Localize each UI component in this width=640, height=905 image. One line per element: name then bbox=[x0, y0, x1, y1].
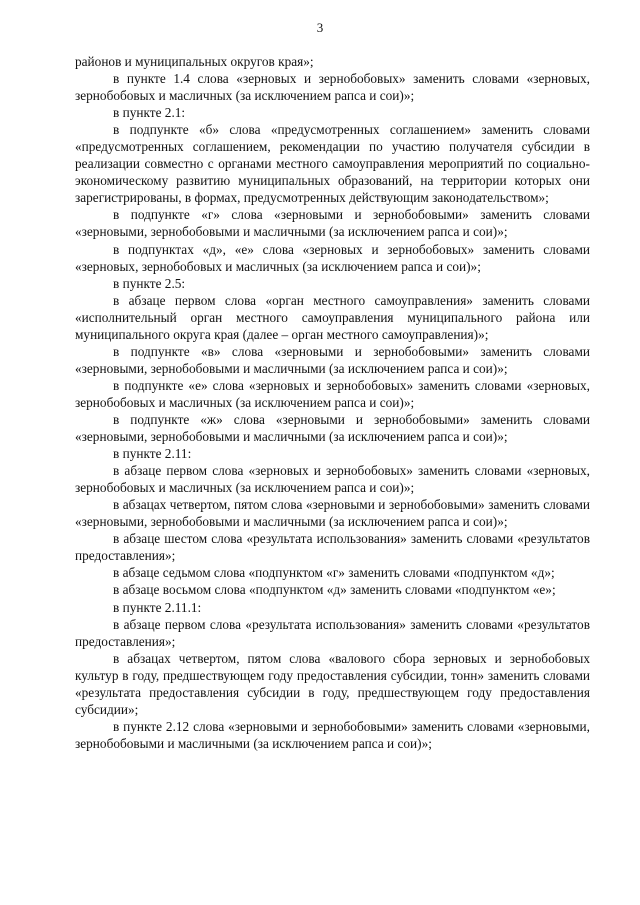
paragraph: в пункте 2.11.1: bbox=[113, 599, 202, 615]
paragraph: в пункте 2.5: bbox=[113, 275, 186, 291]
paragraph: в пункте 2.1: bbox=[113, 105, 186, 121]
document-body bbox=[75, 53, 590, 752]
paragraph: в абзаце первом слова «зерновых и зернобобовых» заменить словами «зерновых, зернобобовых и масличных (за исключением рапса и сои)»; bbox=[75, 463, 590, 496]
paragraph: в подпункте «ж» слова «зерновыми и зернобобовыми» заменить словами «зерновыми, зернобобовыми и масличными (за исключением рапса и сои)»; bbox=[75, 411, 590, 445]
paragraph: в пункте 1.4 слова «зерновых и зернобобовых» заменить словами «зерновых, зернобобовых и масличных (за исключением рапса и сои)»; bbox=[75, 71, 590, 104]
paragraph: в абзаце седьмом слова «подпунктом «г» заменить словами «подпунктом «д»; bbox=[113, 565, 555, 581]
paragraph: в абзаце первом слова «орган местного самоуправления» заменить словами «исполнительный орган местного самоуправления муниципального района или муниципального округа края (далее – орган местного самоуправления)»; bbox=[75, 292, 590, 342]
paragraph: в подпункте «е» слова «зерновых и зернобобовых» заменить словами «зерновых, зернобобовых и масличных (за исключением рапса и сои)»; bbox=[75, 377, 590, 410]
paragraph: районов и муниципальных округов края»; bbox=[75, 54, 314, 69]
paragraph: в пункте 2.11: bbox=[113, 446, 192, 462]
paragraph: в подпункте «г» слова «зерновыми и зернобобовыми» заменить словами «зерновыми, зернобобовыми и масличными (за исключением рапса и сои)»; bbox=[75, 207, 590, 240]
paragraph: в абзаце восьмом слова «подпунктом «д» заменить словами «подпунктом «е»; bbox=[113, 582, 556, 598]
paragraph: в абзацах четвертом, пятом слова «валового сбора зерновых и зернобобовых культур в году, предшествующем году предоставления субсидии, тонн» заменить словами «результата предоставления субсидии в году, предшествующем году предоставления субсидии»; bbox=[75, 650, 590, 717]
page-number: 3 bbox=[316, 20, 324, 35]
paragraph: в подпункте «в» слова «зерновыми и зернобобовыми» заменить словами «зерновыми, зернобобовыми и масличными (за исключением рапса и сои)»; bbox=[75, 343, 590, 376]
paragraph: в абзаце первом слова «результата использования» заменить словами «результатов предоставления»; bbox=[75, 616, 590, 649]
paragraph: в абзаце шестом слова «результата использования» заменить словами «результатов предоставления»; bbox=[75, 531, 590, 564]
paragraph: в пункте 2.12 слова «зерновыми и зернобобовыми» заменить словами «зерновыми, зернобобовыми и масличными (за исключением рапса и сои)»; bbox=[75, 718, 590, 751]
paragraph: в подпунктах «д», «е» слова «зерновых и зернобобовых» заменить словами «зерновых, зернобобовых и масличных (за исключением рапса и сои)»; bbox=[75, 241, 590, 274]
paragraph: в абзацах четвертом, пятом слова «зерновыми и зернобобовыми» заменить словами «зерновыми, зернобобовыми и масличными (за исключением рапса и сои)»; bbox=[75, 497, 590, 530]
paragraph: в подпункте «б» слова «предусмотренных соглашением» заменить словами «предусмотренных соглашением, рекомендации по участию получателя субсидии в реализации совместно с органами местного самоуправления мероприятий по социально-экономическому развитию муниципальных образований, на территории которых они зарегистрированы, в формах, предусмотренных действующим законодательством»; bbox=[75, 122, 590, 206]
